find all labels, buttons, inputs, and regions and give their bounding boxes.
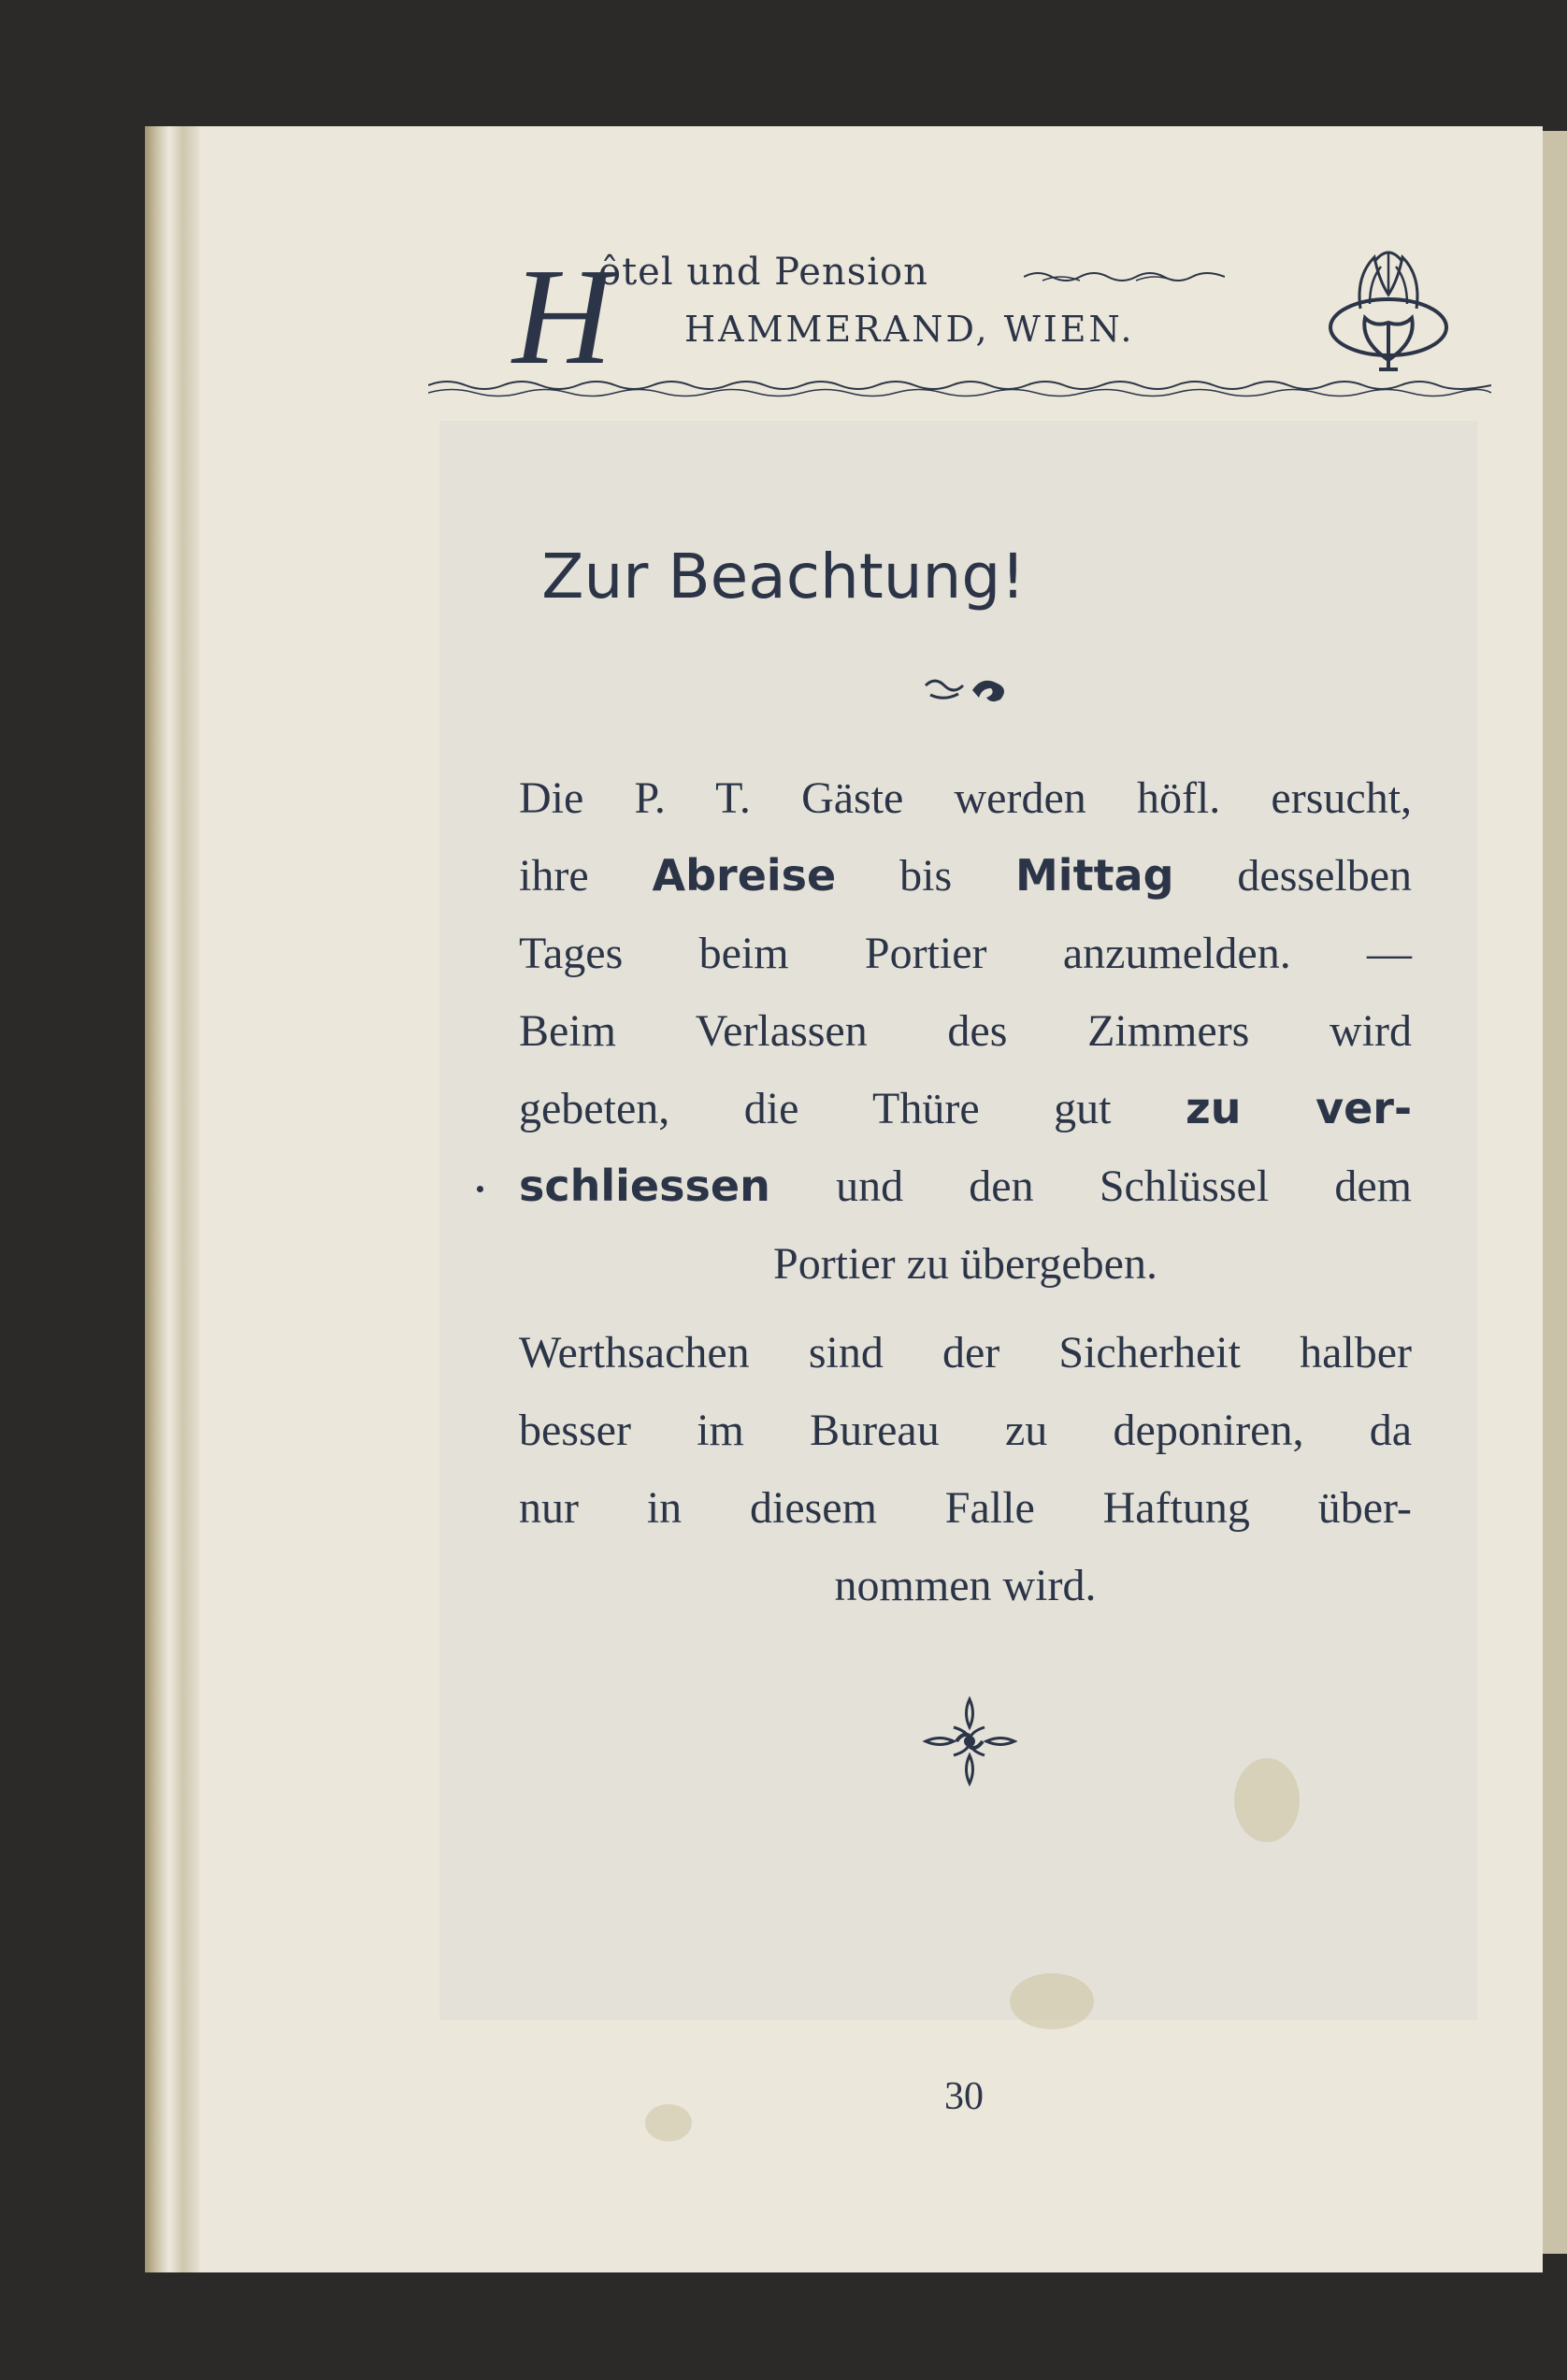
word: T. [715, 773, 751, 823]
paper-stain [1010, 1973, 1094, 2029]
bold-word: Mittag [1015, 850, 1174, 901]
text-line [519, 915, 1412, 992]
lotus-flower-icon [1323, 238, 1454, 379]
word: Haftung [1102, 1483, 1250, 1533]
word: halber [1300, 1328, 1413, 1378]
word: nommen wird. [834, 1561, 1097, 1610]
word: besser [519, 1406, 631, 1455]
margin-dot [477, 1186, 483, 1192]
bold-word: schliessen [519, 1161, 770, 1211]
text-line [519, 1314, 1412, 1392]
bold-word: Abreise [652, 850, 837, 901]
word: der [942, 1328, 1000, 1378]
word: da [1369, 1406, 1413, 1455]
paper-stain [1234, 1758, 1300, 1842]
text-line [519, 1547, 1412, 1624]
word: Falle [944, 1483, 1035, 1533]
word: sind [808, 1328, 884, 1378]
word: über- [1317, 1483, 1413, 1533]
word: — [1367, 929, 1413, 978]
word: gebeten, [519, 1084, 670, 1133]
bold-word: zu [1186, 1083, 1242, 1133]
word: Verlassen [695, 1006, 868, 1056]
header-wave-ornament [1024, 267, 1225, 286]
word: bis [899, 851, 953, 901]
word: Gäste [801, 773, 904, 823]
header-hotel-line: ôtel und Pension [598, 251, 928, 294]
text-line [519, 1225, 1412, 1303]
word: Zimmers [1087, 1006, 1250, 1056]
header-name-line: HAMMERAND, WIEN. [684, 309, 1135, 350]
notice-title: Zur Beachtung! [541, 541, 1026, 613]
word: ihre [519, 851, 589, 901]
word: werden [954, 773, 1086, 823]
word: diesem [749, 1483, 877, 1533]
paper-stain [645, 2104, 692, 2142]
word: und [836, 1161, 904, 1211]
word: in [646, 1483, 683, 1533]
word: zu [1004, 1406, 1048, 1455]
word: ersucht, [1271, 773, 1413, 823]
word: Die [519, 773, 584, 823]
word: Thüre [872, 1084, 980, 1133]
word: anzumelden. [1062, 929, 1291, 978]
swirl-ornament-icon [921, 671, 1014, 709]
page-stack-edge [145, 126, 199, 2272]
header-initial: H [512, 240, 612, 394]
paragraph-valuables [519, 1314, 1412, 1624]
word: Portier zu übergeben. [773, 1239, 1157, 1289]
text-line [519, 759, 1412, 837]
text-line [519, 1392, 1412, 1469]
word: gut [1054, 1084, 1112, 1133]
text-line [519, 992, 1412, 1070]
word: P. [634, 773, 666, 823]
word: Tages [519, 929, 624, 978]
page-number: 30 [944, 2075, 984, 2118]
text-line [519, 1147, 1412, 1225]
word: deponiren, [1113, 1406, 1304, 1455]
word: höfl. [1136, 773, 1221, 823]
word: Bureau [810, 1406, 940, 1455]
word: desselben [1237, 851, 1413, 901]
word: Beim [519, 1006, 616, 1056]
word: dem [1334, 1161, 1413, 1211]
word: des [947, 1006, 1008, 1056]
word: Schlüssel [1099, 1161, 1270, 1211]
word: wird [1330, 1006, 1413, 1056]
word: Werthsachen [519, 1328, 750, 1378]
word: den [969, 1161, 1034, 1211]
text-line [519, 1469, 1412, 1547]
word: beim [698, 929, 789, 978]
word: nur [519, 1483, 579, 1533]
text-line [519, 1070, 1412, 1147]
fleuron-icon [921, 1695, 1019, 1788]
word: die [743, 1084, 799, 1133]
paragraph-checkout [519, 759, 1412, 1303]
word: Portier [864, 929, 987, 978]
text-line [519, 837, 1412, 915]
bold-word: ver- [1315, 1083, 1413, 1133]
word: im [697, 1406, 744, 1455]
word: Sicherheit [1058, 1328, 1241, 1378]
